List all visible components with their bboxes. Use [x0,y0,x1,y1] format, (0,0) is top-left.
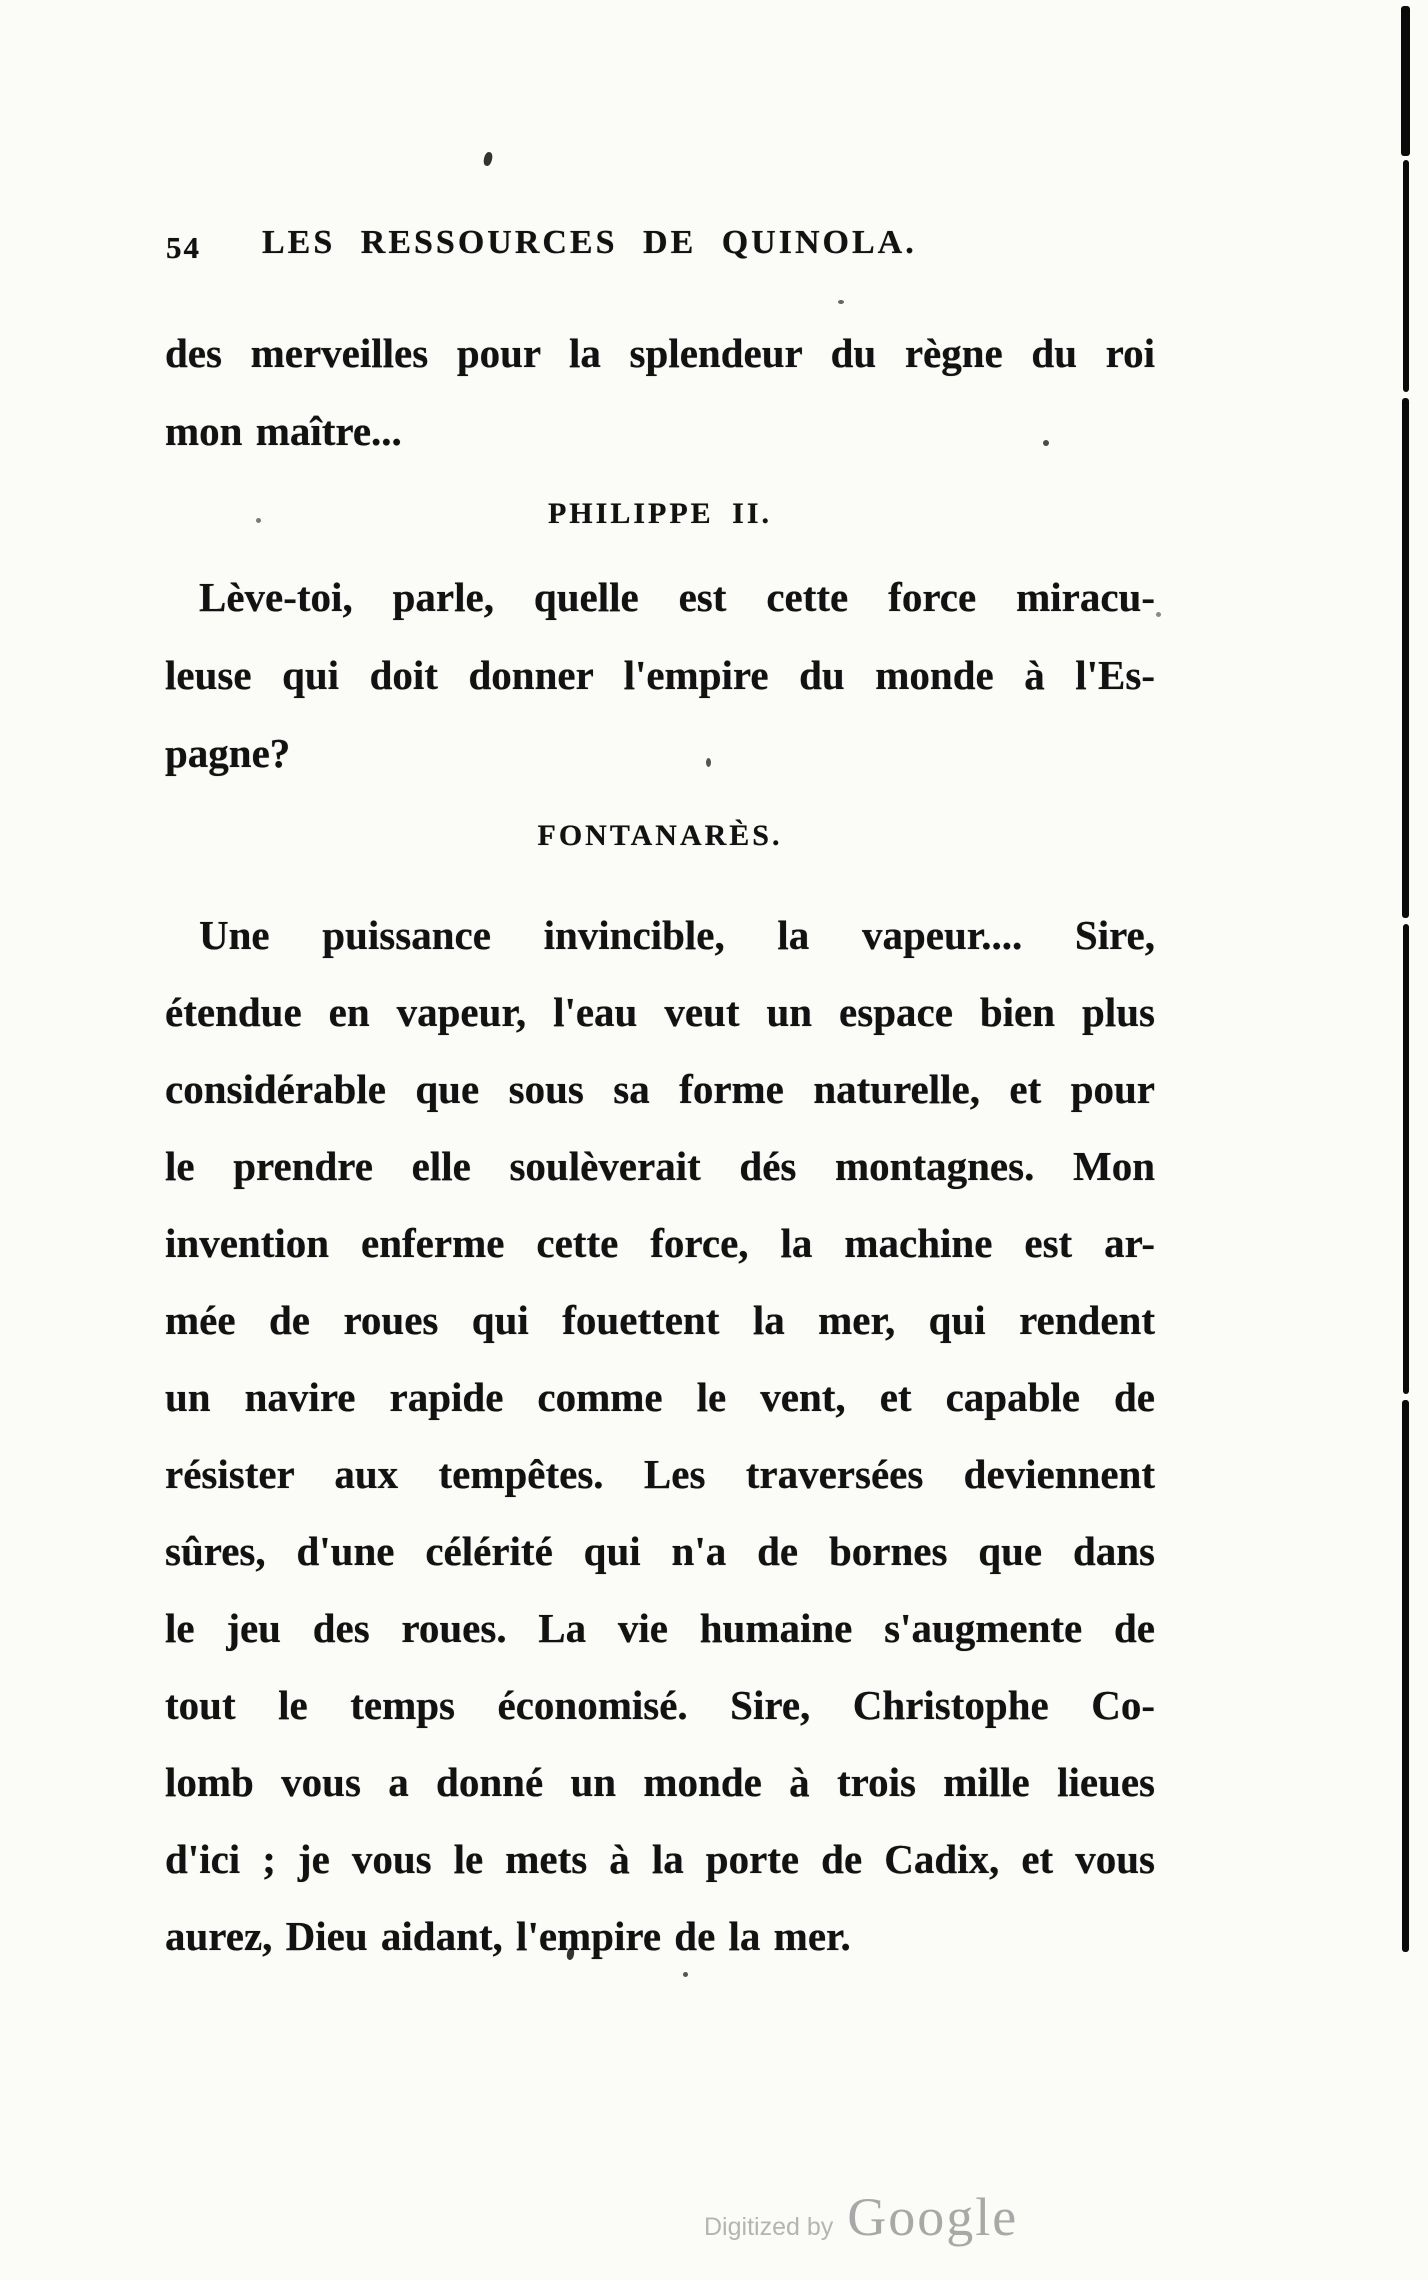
dialogue-line: étendue en vapeur, l'eau veut un espace bien plus [165,989,1155,1035]
dialogue-line: leuse qui doit donner l'empire du monde à l'Es- [165,652,1155,698]
dialogue-line: le prendre elle soulèverait dés montagnes. Mon [165,1143,1155,1189]
dialogue-line: Une puissance invincible, la vapeur.... Sire, [199,912,1155,958]
dialogue-paragraph [165,897,1155,1975]
watermark-prefix-text: Digitized by [704,2213,834,2241]
dialogue-line: des merveilles pour la splendeur du règne du roi [165,330,1155,376]
dialogue-line: lomb vous a donné un monde à trois mille lieues [165,1759,1155,1805]
dialogue-line: d'ici ; je vous le mets à la porte de Cadix, et vous [165,1836,1155,1882]
scan-speck [1156,612,1161,617]
dialogue-line: un navire rapide comme le vent, et capable de [165,1374,1155,1420]
google-logo-text: Google [847,2187,1019,2247]
dialogue-line: mon maître... [165,408,402,454]
dialogue-line: sûres, d'une célérité qui n'a de bornes que dans [165,1528,1155,1574]
scan-edge-bar [1401,6,1410,156]
dialogue-line: Lève-toi, parle, quelle est cette force miracu- [199,574,1155,620]
scan-speck [838,300,844,304]
dialogue-line: le jeu des roues. La vie humaine s'augmente de [165,1605,1155,1651]
scan-speck [482,151,493,167]
dialogue-paragraph [165,314,1155,470]
dialogue-line: résister aux tempêtes. Les traversées deviennent [165,1451,1155,1497]
dialogue-line: considérable que sous sa forme naturelle, et pour [165,1066,1155,1112]
speaker-heading-philippe: PHILIPPE II. [547,497,773,530]
running-header: LES RESSOURCES DE QUINOLA. [262,224,917,261]
speaker-heading-fontanares: FONTANARÈS. [537,819,783,852]
dialogue-line: aurez, Dieu aidant, l'empire de la mer. [165,1913,851,1959]
scan-edge-bar [1402,1400,1409,1952]
scan-edge-bar [1403,924,1409,1394]
page-header [0,224,1428,284]
dialogue-line: pagne? [165,730,291,776]
page-number: 54 [166,230,201,265]
dialogue-line: invention enferme cette force, la machine est ar- [165,1220,1155,1266]
dialogue-line: tout le temps économisé. Sire, Christophe Co- [165,1682,1155,1728]
digitized-by-watermark [704,2186,1018,2248]
dialogue-paragraph [165,558,1155,792]
dialogue-line: mée de roues qui fouettent la mer, qui rendent [165,1297,1155,1343]
scan-edge-bar [1402,398,1409,918]
